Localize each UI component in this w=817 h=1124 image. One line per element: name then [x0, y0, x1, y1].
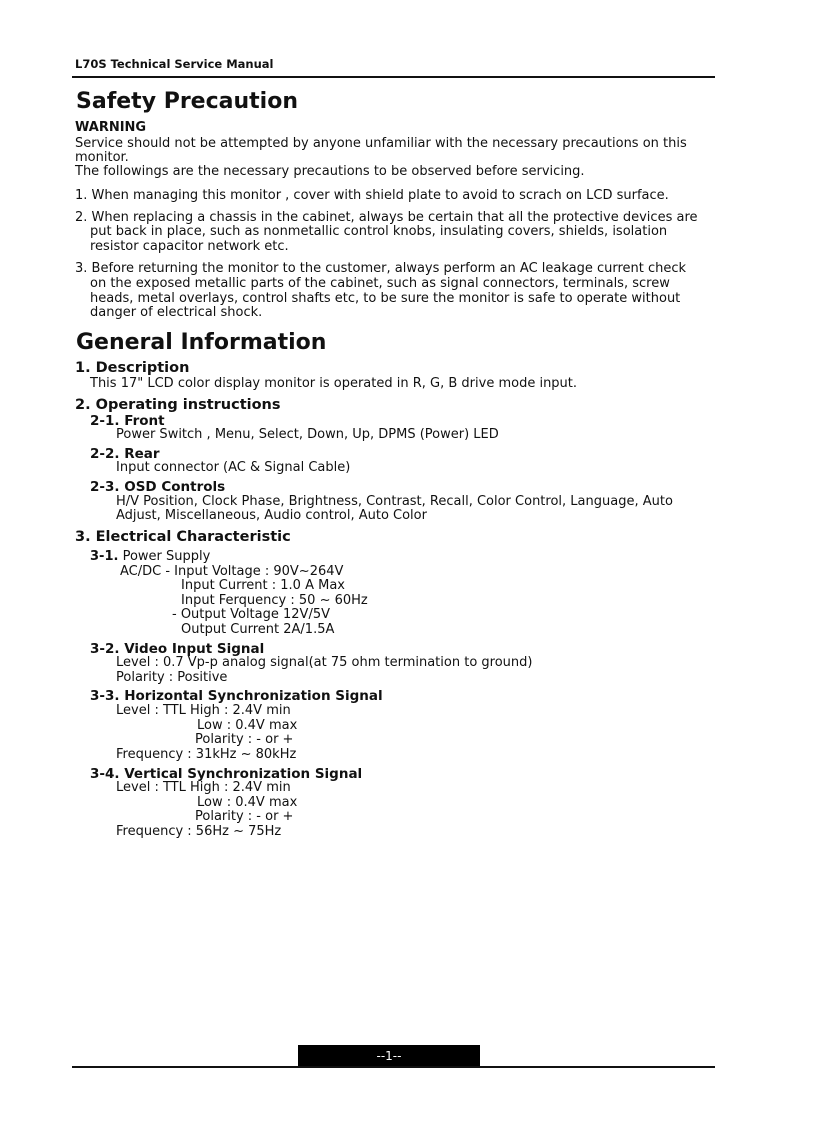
- safety-item-3-line-3: heads, metal overlays, control shafts etc, to be sure the monitor is safe to operate without: [90, 291, 681, 306]
- page-number: --1--: [298, 1045, 480, 1067]
- description-text: This 17" LCD color display monitor is operated in R, G, B drive mode input.: [90, 376, 578, 391]
- safety-item-2-line-2: put back in place, such as nonmetallic control knobs, insulating covers, shields, isolation: [90, 224, 668, 239]
- safety-intro-3: The followings are the necessary precautions to be observed before servicing.: [75, 164, 585, 179]
- vsync-line-2: Low : 0.4V max: [197, 795, 298, 810]
- front-heading: 2-1. Front: [90, 413, 165, 429]
- vsync-line-3: Polarity : - or +: [195, 809, 294, 824]
- rear-heading: 2-2. Rear: [90, 446, 160, 462]
- safety-item-3-line-2: on the exposed metallic parts of the cabinet, such as signal connectors, terminals, screw: [90, 276, 670, 291]
- power-supply-line-2: Input Current : 1.0 A Max: [181, 578, 345, 593]
- safety-title: Safety Precaution: [76, 89, 298, 114]
- osd-text-2: Adjust, Miscellaneous, Audio control, Auto Color: [116, 508, 427, 523]
- power-supply-line-3: Input Ferquency : 50 ~ 60Hz: [181, 593, 368, 608]
- osd-heading: 2-3. OSD Controls: [90, 479, 226, 495]
- hsync-line-2: Low : 0.4V max: [197, 718, 298, 733]
- front-text: Power Switch , Menu, Select, Down, Up, DPMS (Power) LED: [116, 427, 499, 442]
- vsync-heading: 3-4. Vertical Synchronization Signal: [90, 766, 363, 782]
- power-supply-heading: [90, 550, 210, 565]
- power-supply-number: 3-1.: [90, 549, 119, 564]
- operating-heading: 2. Operating instructions: [75, 397, 281, 413]
- hsync-line-4: Frequency : 31kHz ~ 80kHz: [116, 747, 297, 762]
- safety-intro-2: monitor.: [75, 150, 129, 165]
- electrical-heading: 3. Electrical Characteristic: [75, 529, 291, 545]
- safety-item-3-line-1: 3. Before returning the monitor to the customer, always perform an AC leakage current check: [75, 261, 687, 276]
- rear-text: Input connector (AC & Signal Cable): [116, 460, 351, 475]
- safety-item-3-line-4: danger of electrical shock.: [90, 305, 263, 320]
- manual-title: L70S Technical Service Manual: [75, 57, 274, 71]
- safety-item-2-line-3: resistor capacitor network etc.: [90, 239, 289, 254]
- power-supply-line-1: AC/DC - Input Voltage : 90V~264V: [120, 564, 344, 579]
- footer-divider: [72, 1066, 715, 1068]
- safety-intro-1: Service should not be attempted by anyone unfamiliar with the necessary precautions on this: [75, 136, 687, 151]
- hsync-line-1: Level : TTL High : 2.4V min: [116, 703, 291, 718]
- hsync-line-3: Polarity : - or +: [195, 732, 294, 747]
- power-supply-line-5: Output Current 2A/1.5A: [181, 622, 335, 637]
- osd-text-1: H/V Position, Clock Phase, Brightness, Contrast, Recall, Color Control, Language, Auto: [116, 494, 673, 509]
- header-divider: [72, 76, 715, 78]
- vsync-line-1: Level : TTL High : 2.4V min: [116, 780, 291, 795]
- hsync-heading: 3-3. Horizontal Synchronization Signal: [90, 688, 383, 704]
- video-heading: 3-2. Video Input Signal: [90, 641, 265, 657]
- safety-item-1: 1. When managing this monitor , cover with shield plate to avoid to scrach on LCD surface.: [75, 188, 669, 203]
- power-supply-line-4: - Output Voltage 12V/5V: [172, 607, 330, 622]
- warning-label: WARNING: [75, 120, 147, 135]
- power-supply-label: Power Supply: [118, 549, 211, 564]
- video-line-2: Polarity : Positive: [116, 670, 228, 685]
- safety-item-2-line-1: 2. When replacing a chassis in the cabinet, always be certain that all the protective devices are: [75, 210, 698, 225]
- video-line-1: Level : 0.7 Vp-p analog signal(at 75 ohm termination to ground): [116, 655, 533, 670]
- general-title: General Information: [76, 330, 327, 355]
- description-heading: 1. Description: [75, 360, 190, 376]
- vsync-line-4: Frequency : 56Hz ~ 75Hz: [116, 824, 282, 839]
